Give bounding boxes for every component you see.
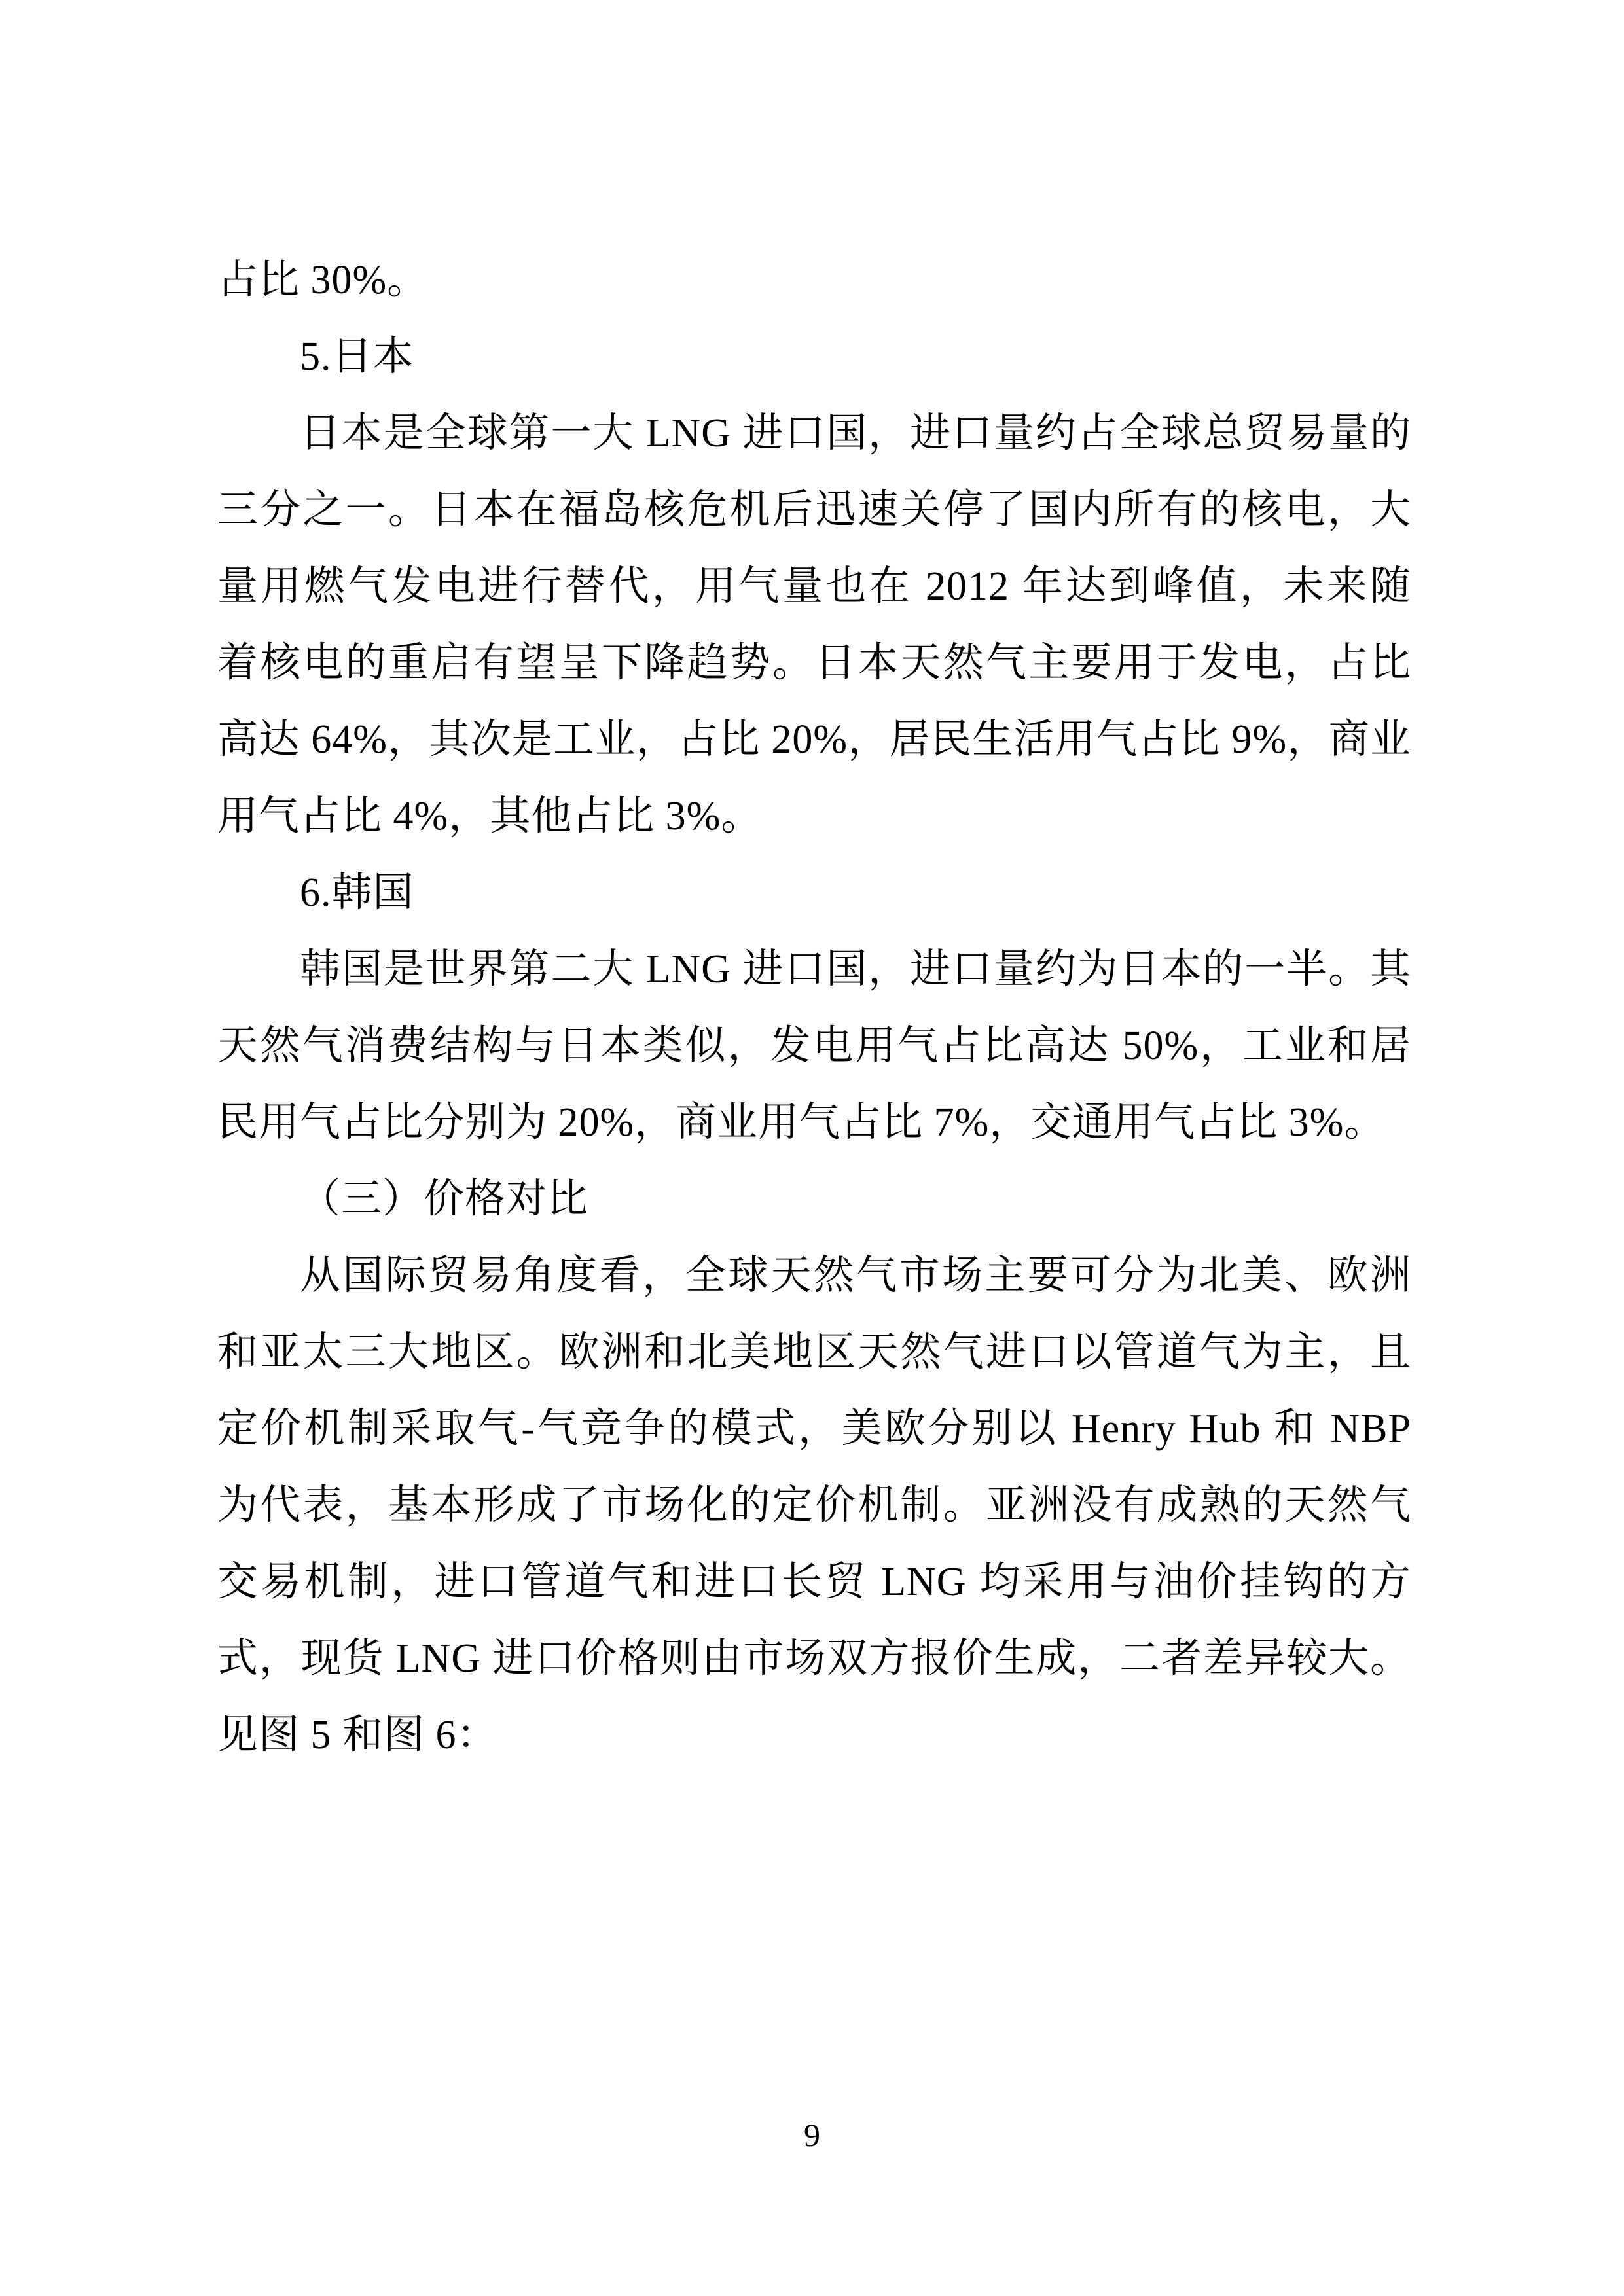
text-line: 从国际贸易角度看，全球天然气市场主要可分为北美、欧洲 — [300, 1253, 1411, 1298]
text-line: 定价机制采取气-气竞争的模式，美欧分别以 Henry Hub 和 NBP — [217, 1407, 1411, 1451]
text-line: 5.日本 — [300, 334, 414, 379]
text-line: 三分之一。日本在福岛核危机后迅速关停了国内所有的核电，大 — [217, 488, 1411, 532]
text-line: （三）价格对比 — [300, 1177, 589, 1221]
text-line: 量用燃气发电进行替代，用气量也在 2012 年达到峰值，未来随 — [217, 564, 1411, 609]
text-line: 用气占比 4%，其他占比 3%。 — [217, 794, 763, 838]
page-number: 9 — [804, 2117, 820, 2153]
text-line: 日本是全球第一大 LNG 进口国，进口量约占全球总贸易量的 — [300, 411, 1411, 456]
text-line: 式，现货 LNG 进口价格则由市场双方报价生成，二者差异较大。 — [217, 1636, 1411, 1681]
text-line: 高达 64%，其次是工业，占比 20%，居民生活用气占比 9%，商业 — [217, 717, 1411, 762]
text-line: 为代表，基本形成了市场化的定价机制。亚洲没有成熟的天然气 — [217, 1483, 1411, 1528]
text-block — [217, 242, 1411, 1774]
text-line: 韩国是世界第二大 LNG 进口国，进口量约为日本的一半。其 — [300, 947, 1411, 992]
text-line: 着核电的重启有望呈下降趋势。日本天然气主要用于发电，占比 — [217, 641, 1411, 685]
text-line: 民用气占比分别为 20%，商业用气占比 7%，交通用气占比 3%。 — [217, 1100, 1386, 1145]
text-line: 天然气消费结构与日本类似，发电用气占比高达 50%，工业和居 — [217, 1024, 1411, 1068]
text-line: 交易机制，进口管道气和进口长贸 LNG 均采用与油价挂钩的方 — [217, 1560, 1411, 1604]
text-line: 6.韩国 — [300, 870, 414, 915]
text-line: 见图 5 和图 6： — [217, 1713, 498, 1757]
text-line: 占比 30%。 — [217, 258, 429, 302]
text-line: 和亚太三大地区。欧洲和北美地区天然气进口以管道气为主，且 — [217, 1330, 1411, 1374]
